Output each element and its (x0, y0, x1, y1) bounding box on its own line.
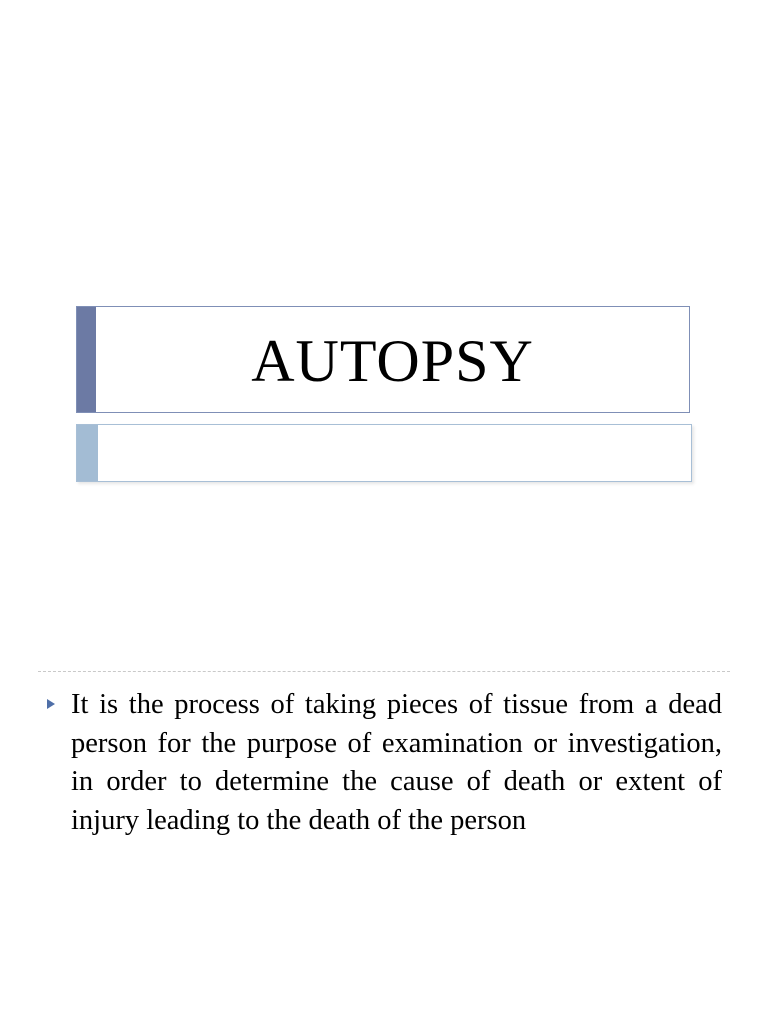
title-accent-bar (77, 307, 96, 412)
subtitle-box (76, 424, 692, 482)
bullet-item (44, 686, 722, 840)
subtitle-accent-bar (77, 425, 98, 481)
title-box (76, 306, 690, 413)
slide-subtitle (98, 425, 691, 481)
triangle-bullet-icon (47, 699, 55, 709)
bullet-text: It is the process of taking pieces of tissue from a dead person for the purpose of examination or investigation, in order to determine the cause of death or extent of injury leading to the death of the person (71, 689, 722, 836)
slide-title: AUTOPSY (251, 328, 534, 394)
content-slide (0, 672, 768, 1024)
